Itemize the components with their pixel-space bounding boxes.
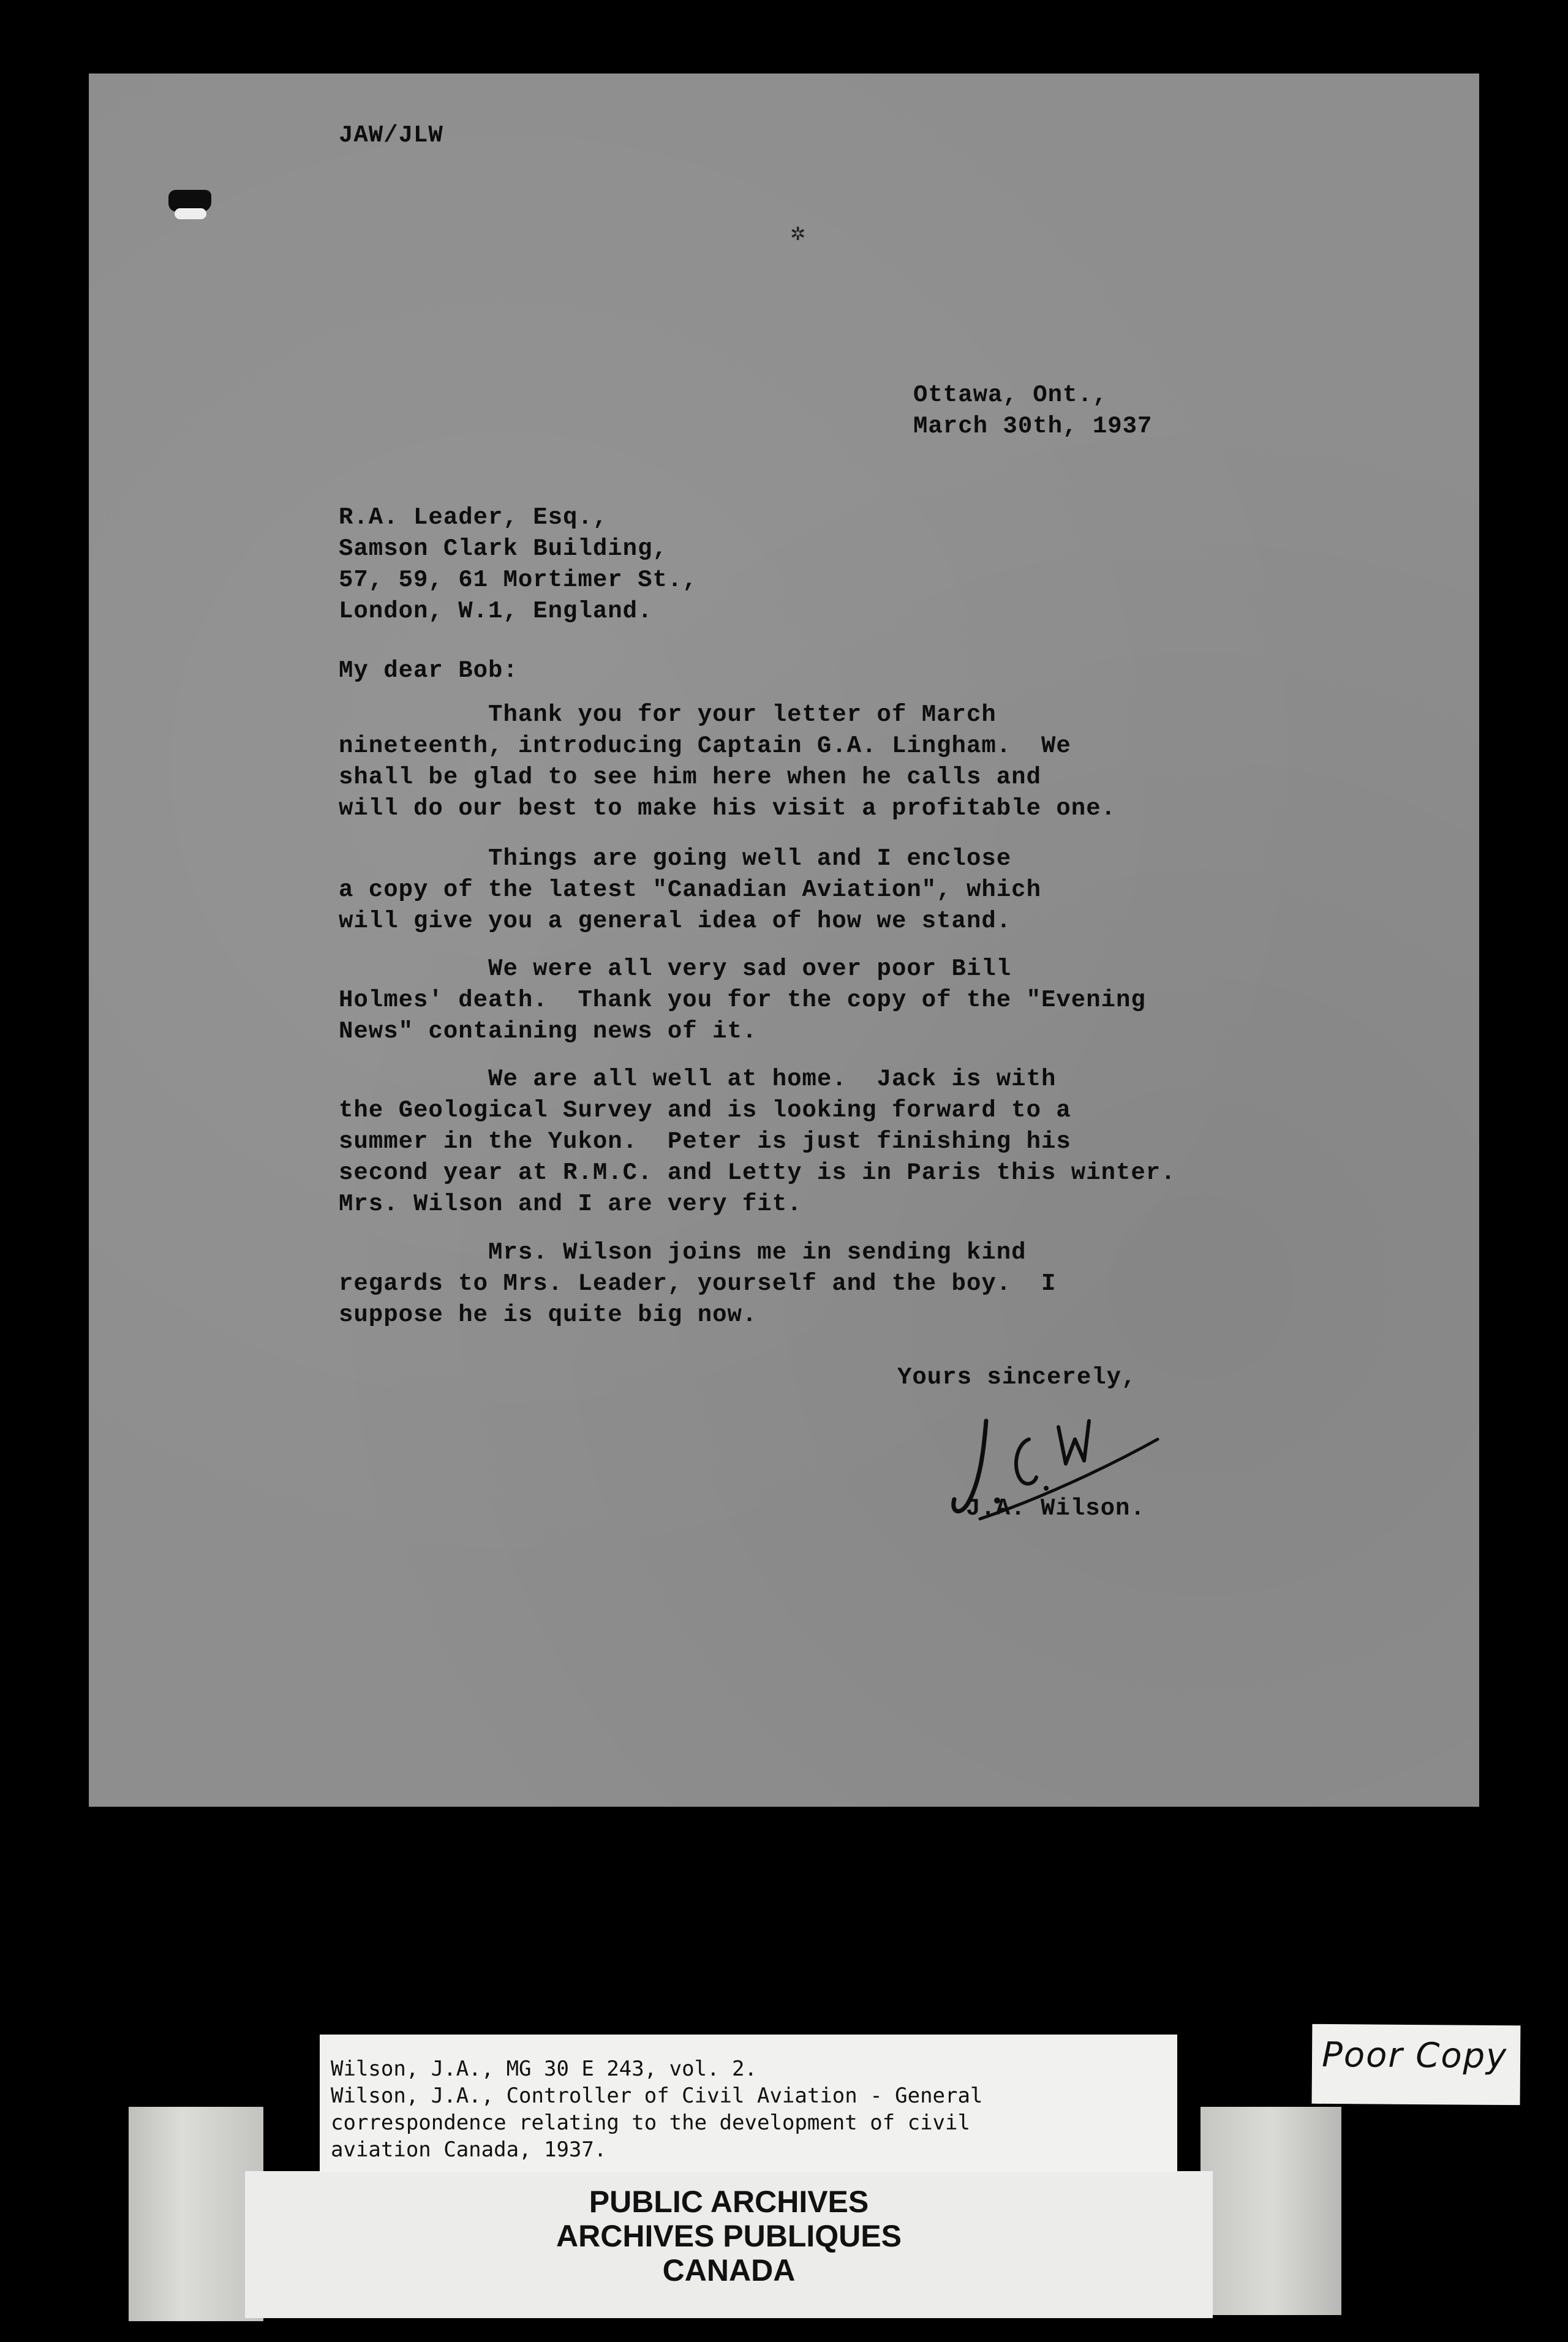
letter-place-date [913,380,1152,442]
text-line: nineteenth, introducing Captain G.A. Lingham. We [339,732,1071,759]
label-line: aviation Canada, 1937. [331,2137,607,2162]
letter-sheet [89,73,1479,1807]
reference-initials: JAW/JLW [339,122,443,149]
text-line: Holmes' death. Thank you for the copy of the "Evening [339,987,1146,1014]
poor-copy-note [1312,2024,1521,2105]
mount-tab-left [129,2107,263,2321]
paragraph-5 [339,1237,1056,1331]
address-line: 57, 59, 61 Mortimer St., [339,567,698,593]
text-line: will give you a general idea of how we stand. [339,908,1012,935]
closing: Yours sincerely, [897,1364,1137,1391]
paper-speck-icon: ✲ [790,224,806,245]
paragraph-1 [339,699,1116,824]
stamp-line: PUBLIC ARCHIVES [589,2185,869,2219]
text-line: News" containing news of it. [339,1018,758,1045]
text-line: will do our best to make his visit a profitable one. [339,795,1116,822]
stamp-line: CANADA [662,2253,796,2287]
text-line: regards to Mrs. Leader, yourself and the boy. I [339,1270,1057,1297]
paragraph-3 [339,954,1146,1047]
poor-copy-text: Poor Copy [1321,2035,1508,2077]
text-line: We are all well at home. Jack is with [339,1066,1057,1093]
letter-place: Ottawa, Ont., [913,382,1108,409]
text-line: summer in the Yukon. Peter is just finishing his [339,1128,1071,1155]
archives-stamp [245,2171,1213,2318]
signer-name: J.A. Wilson. [966,1495,1145,1522]
text-line: suppose he is quite big now. [339,1301,758,1328]
text-line: a copy of the latest "Canadian Aviation", which [339,876,1041,903]
label-line: Wilson, J.A., Controller of Civil Aviation - General [331,2084,983,2108]
stamp-line: ARCHIVES PUBLIQUES [556,2219,902,2253]
text-line: shall be glad to see him here when he calls and [339,764,1041,791]
text-line: Mrs. Wilson joins me in sending kind [339,1239,1027,1266]
address-line: R.A. Leader, Esq., [339,504,608,531]
ink-blot-highlight [175,208,206,219]
address-line: Samson Clark Building, [339,535,668,562]
text-line: Thank you for your letter of March [339,701,997,728]
text-line: We were all very sad over poor Bill [339,955,1012,982]
mount-tab-right [1200,2107,1341,2315]
archive-label-card [320,2035,1177,2172]
letter-date: March 30th, 1937 [913,413,1153,440]
paragraph-4 [339,1064,1176,1220]
text-line: Mrs. Wilson and I are very fit. [339,1191,802,1218]
text-line: second year at R.M.C. and Letty is in Paris this winter. [339,1159,1176,1186]
text-line: the Geological Survey and is looking forward to a [339,1097,1071,1124]
archive-label-text [331,2055,982,2163]
address-line: London, W.1, England. [339,598,653,625]
label-line: correspondence relating to the development of civil [331,2110,970,2135]
paragraph-2 [339,843,1041,937]
recipient-address [339,502,698,627]
salutation: My dear Bob: [339,657,518,684]
text-line: Things are going well and I enclose [339,845,1012,872]
label-line: Wilson, J.A., MG 30 E 243, vol. 2. [331,2057,757,2081]
